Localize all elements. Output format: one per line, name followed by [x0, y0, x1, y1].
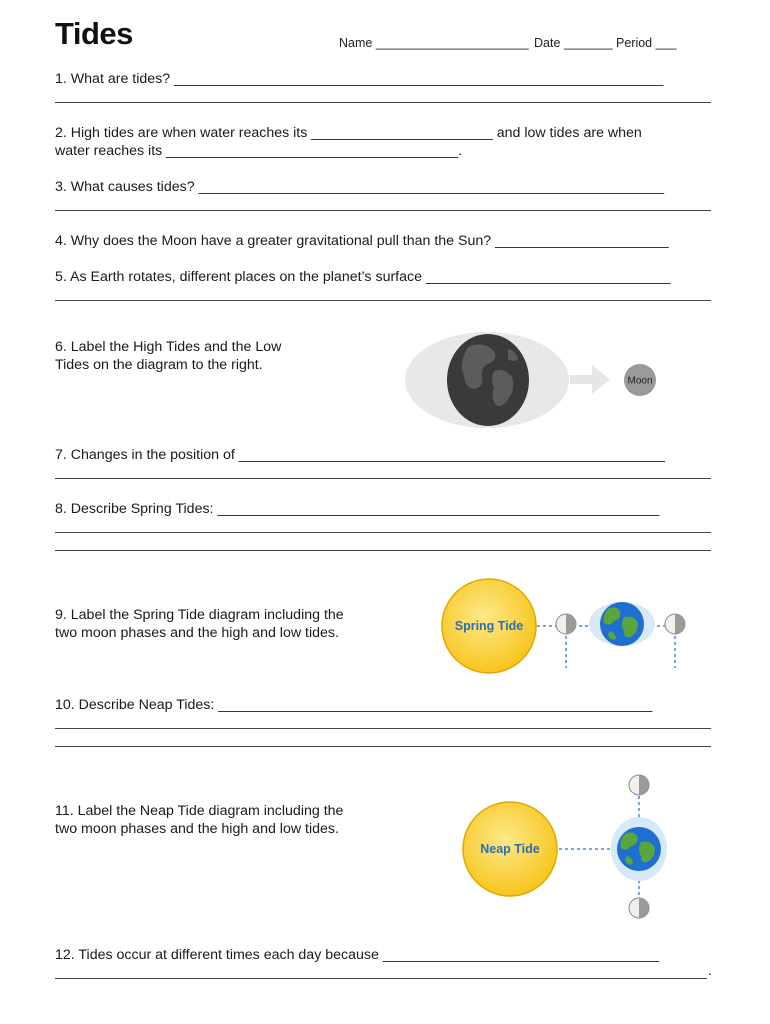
question-9-line-1: 9. Label the Spring Tide diagram including the: [55, 607, 344, 623]
answer-line-8c[interactable]: [55, 550, 711, 551]
period-field-label[interactable]: Period ___: [616, 36, 677, 50]
question-11-line-1: 11. Label the Neap Tide diagram including the: [55, 803, 344, 819]
question-11-line-2: two moon phases and the high and low tides.: [55, 821, 339, 837]
answer-line-5b[interactable]: [55, 300, 711, 301]
date-field-label[interactable]: Date _______: [534, 36, 613, 50]
question-8: 8. Describe Spring Tides: ________________________________________________________: [55, 501, 660, 517]
moon-icon-right: [665, 614, 685, 634]
question-2-line-2: water reaches its _____________________________________.: [55, 143, 463, 159]
answer-line-12b[interactable]: [55, 978, 707, 979]
question-4: 4. Why does the Moon have a greater gravitational pull than the Sun? ______________________: [55, 233, 669, 249]
question-9-line-2: two moon phases and the high and low tides.: [55, 625, 339, 641]
page-title: Tides: [55, 16, 133, 51]
answer-line-1b[interactable]: [55, 102, 711, 103]
moon-icon-bottom: [629, 898, 649, 918]
moon-label: Moon: [627, 375, 653, 387]
moon-icon-top: [629, 775, 649, 795]
neap-tide-label: Neap Tide: [480, 842, 540, 856]
neap-tide-diagram: [455, 770, 675, 925]
question-10: 10. Describe Neap Tides: _______________________________________________________: [55, 697, 653, 713]
earth-icon: [617, 827, 661, 871]
question-6-line-1: 6. Label the High Tides and the Low: [55, 339, 282, 355]
answer-line-8b[interactable]: [55, 532, 711, 533]
arrow-head: [592, 365, 610, 394]
question-6-line-2: Tides on the diagram to the right.: [55, 357, 263, 373]
question-5: 5. As Earth rotates, different places on the planet’s surface _______________________________: [55, 269, 671, 285]
answer-line-3b[interactable]: [55, 210, 711, 211]
question-1: 1. What are tides? ______________________________________________________________: [55, 71, 664, 87]
moon-icon-left: [556, 614, 576, 634]
answer-line-10c[interactable]: [55, 746, 711, 747]
question-2-line-1: 2. High tides are when water reaches its _______________________ and low tides are when: [55, 125, 642, 141]
spring-tide-label: Spring Tide: [454, 619, 524, 633]
question-7: 7. Changes in the position of ______________________________________________________: [55, 447, 665, 463]
answer-line-10b[interactable]: [55, 728, 711, 729]
earth-icon: [447, 334, 529, 426]
arrow-shaft: [570, 375, 595, 384]
question-12-period: .: [708, 963, 712, 979]
tides-diagram: [398, 325, 673, 430]
name-field-label[interactable]: Name ______________________: [339, 36, 529, 50]
earth-icon: [600, 602, 644, 646]
answer-line-7b[interactable]: [55, 478, 711, 479]
spring-tide-diagram: [440, 575, 690, 680]
question-12: 12. Tides occur at different times each day because ___________________________________: [55, 947, 659, 963]
question-3: 3. What causes tides? ___________________________________________________________: [55, 179, 665, 195]
